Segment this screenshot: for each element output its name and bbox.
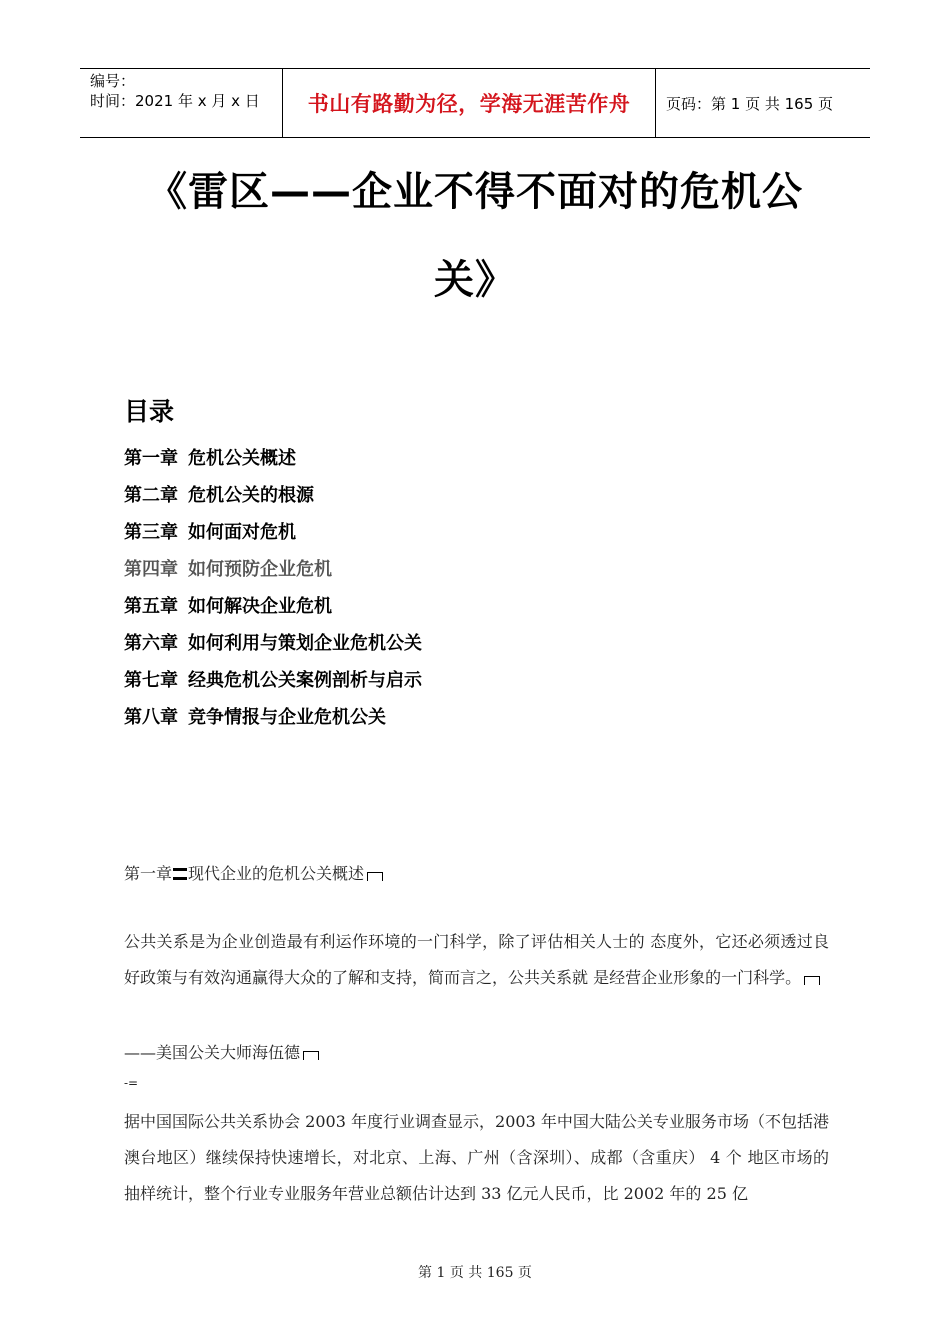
page-info: 页码：第 1 页 共 165 页 — [666, 94, 834, 113]
document-title — [60, 148, 890, 324]
toc-item-5[interactable] — [124, 593, 422, 630]
toc-chapter: 第二章 — [124, 485, 178, 506]
date-label: 时间：2021 年 x 月 x 日 — [90, 92, 260, 110]
quote-text: 公共关系是为企业创造最有利运作环境的一门科学，除了评估相关人士的 态度外，它还必须透过良好政策与有效沟通赢得大众的了解和支持，简而言之，公共关系就 是经营企业形象的一门科学。 — [124, 932, 829, 987]
body-paragraph: 据中国国际公共关系协会 2003 年度行业调查显示，2003 年中国大陆公关专业服务市场（不包括港澳台地区）继续保持快速增长，对北京、上海、广州（含深圳）、成都（含重庆） 4 个 地区市场的抽样统计，整个行业专业服务年营业总额估计达到 33 亿元人民币，比 2002 年的 25 亿 — [124, 1112, 829, 1203]
toc-item-3[interactable] — [124, 519, 422, 556]
paragraph-mark-icon — [303, 1051, 319, 1060]
paragraph-mark-icon — [367, 872, 383, 881]
toc-chapter: 第五章 — [124, 596, 178, 617]
title-line-2: 关》 — [434, 257, 516, 303]
equals-mark-icon — [173, 868, 187, 880]
toc-chapter: 第三章 — [124, 522, 178, 543]
toc-heading: 目录 — [124, 397, 175, 426]
toc-title: 危机公关的根源 — [188, 485, 314, 506]
toc-chapter: 第六章 — [124, 633, 178, 654]
toc-title: 危机公关概述 — [188, 448, 296, 469]
chapter-title: 现代企业的危机公关概述 — [188, 864, 365, 883]
motto: 书山有路勤为径，学海无涯苦作舟 — [307, 92, 631, 116]
toc-chapter: 第七章 — [124, 670, 178, 691]
toc-title: 如何面对危机 — [188, 522, 296, 543]
toc-chapter: 第四章 — [124, 559, 178, 580]
table-of-contents — [124, 445, 422, 741]
toc-title: 如何利用与策划企业危机公关 — [188, 633, 422, 654]
toc-item-4[interactable] — [124, 556, 422, 593]
toc-item-6[interactable] — [124, 630, 422, 667]
toc-item-1[interactable] — [124, 445, 422, 482]
toc-title: 经典危机公关案例剖析与启示 — [188, 670, 422, 691]
header-table — [80, 68, 870, 138]
quote-attribution — [124, 1040, 829, 1063]
attribution-text: ——美国公关大师海伍德 — [124, 1043, 301, 1062]
number-label: 编号： — [90, 72, 136, 90]
toc-item-2[interactable] — [124, 482, 422, 519]
motto-cell — [282, 69, 656, 137]
paragraph-mark-icon — [804, 976, 820, 985]
page-info-cell — [656, 69, 870, 137]
title-line-1: 《雷区——企业不得不面对的危机公 — [147, 169, 803, 215]
small-mark: -= — [124, 1076, 139, 1090]
header-meta-cell — [80, 69, 282, 137]
toc-title: 如何预防企业危机 — [188, 559, 332, 580]
chapter-heading — [124, 861, 829, 884]
toc-title: 竞争情报与企业危机公关 — [188, 707, 386, 728]
toc-chapter: 第八章 — [124, 707, 178, 728]
toc-item-7[interactable] — [124, 667, 422, 704]
chapter-label: 第一章 — [124, 864, 173, 883]
toc-chapter: 第一章 — [124, 448, 178, 469]
page-footer: 第 1 页 共 165 页 — [418, 1265, 532, 1281]
toc-item-8[interactable] — [124, 704, 422, 741]
toc-title: 如何解决企业危机 — [188, 596, 332, 617]
quote-paragraph — [124, 924, 829, 996]
